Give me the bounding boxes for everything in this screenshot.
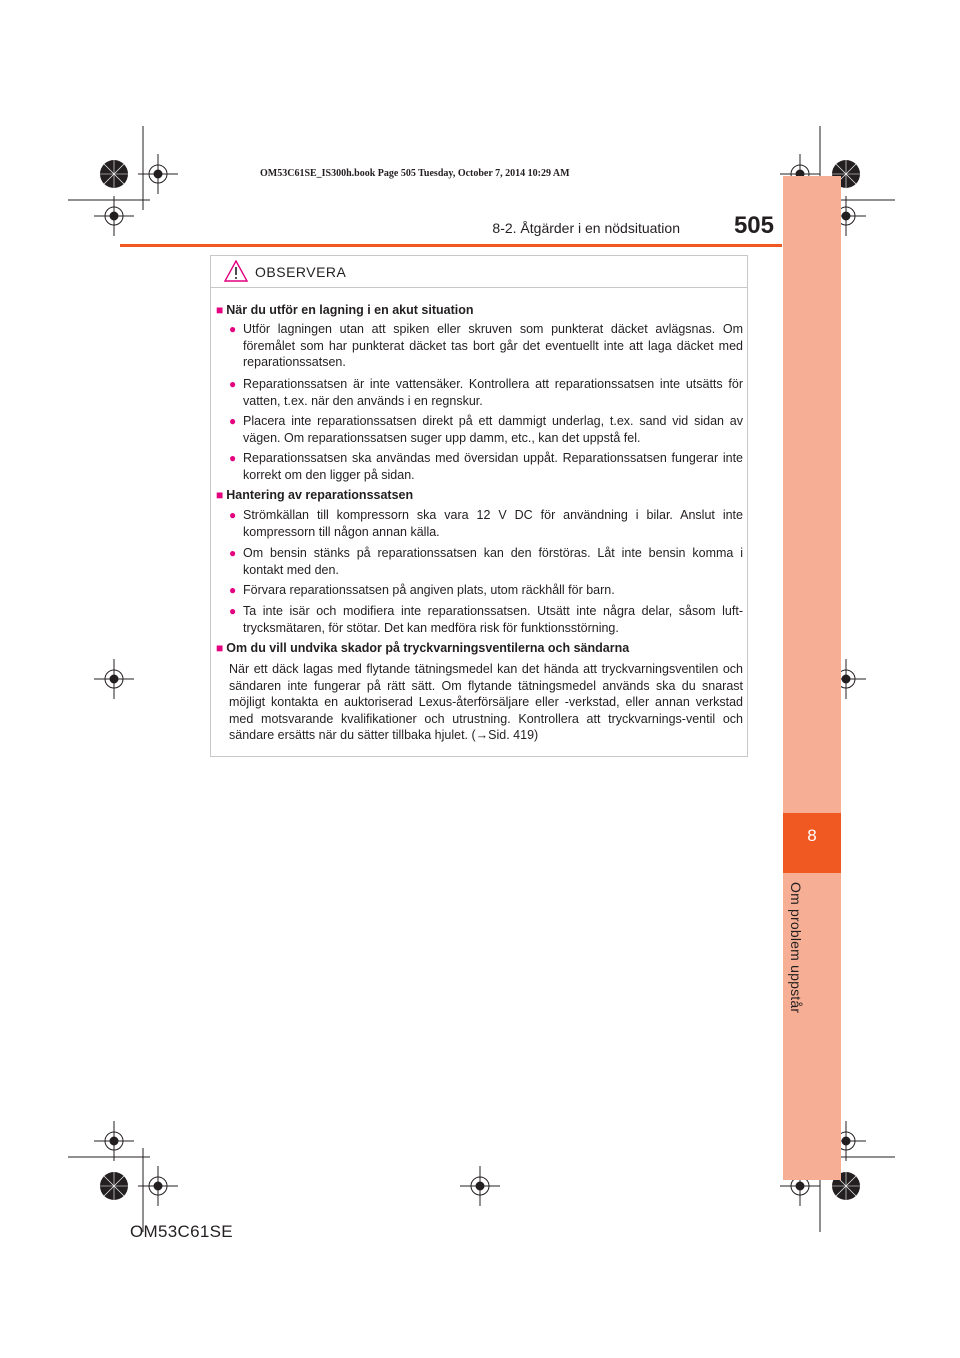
footer-manual-code: OM53C61SE xyxy=(130,1222,233,1241)
list-item: ● Placera inte reparationssatsen direkt på ett dammigt underlag, t.ex. sand vid sidan av vägen. Om reparationssatsen suger upp damm, etc., kan det uppstå fel. xyxy=(229,414,743,445)
bullet-icon: ● xyxy=(229,322,237,336)
square-bullet-icon: ■ xyxy=(216,641,224,655)
list-item: ● Reparationssatsen är inte vattensäker. Kontrollera att reparationssatsen inte utsätts för vatten, t.ex. när den används i en regnskur. xyxy=(229,377,743,408)
warning-triangle-icon xyxy=(224,260,248,282)
list-item: ● Ta inte isär och modifiera inte reparationssatsen. Utsätt inte några delar, såsom luft-trycksmätaren, för stötar. Det kan medföra risk för funktionsstörning. xyxy=(229,604,743,635)
bullet-icon: ● xyxy=(229,604,237,618)
square-bullet-icon: ■ xyxy=(216,303,224,317)
square-bullet-icon: ■ xyxy=(216,488,224,502)
list-item: ● Om bensin stänks på reparationssatsen kan den förstöras. Låt inte bensin komma i kontakt med den. xyxy=(229,546,743,577)
bullet-icon: ● xyxy=(229,377,237,391)
chapter-number: 8 xyxy=(807,826,817,845)
section-heading: ■ Om du vill undvika skador på tryckvarningsventilerna och sändarna xyxy=(216,641,630,655)
book-info-line: OM53C61SE_IS300h.book Page 505 Tuesday, October 7, 2014 10:29 AM xyxy=(260,168,570,179)
list-item: ● Förvara reparationssatsen på angiven plats, utom räckhåll för barn. xyxy=(229,583,615,597)
bullet-icon: ● xyxy=(229,451,237,465)
bullet-icon: ● xyxy=(229,414,237,428)
header-rule xyxy=(120,244,782,247)
bullet-icon: ● xyxy=(229,546,237,560)
page-number: 505 xyxy=(733,212,774,239)
bullet-icon: ● xyxy=(229,508,237,522)
list-item: ● Utför lagningen utan att spiken eller skruven som punkterat däcket avlägsnas. Om föremålet som har punkterat däcket tas bort går det eventuellt inte att laga däcket med reparationssatsen. xyxy=(229,322,743,369)
chapter-label: Om problem uppstår xyxy=(788,882,804,1014)
list-item: ● Strömkällan till kompressorn ska vara 12 V DC för användning i bilar. Anslut inte kompressorn till någon annan källa. xyxy=(229,508,743,539)
section-heading: ■ När du utför en lagning i en akut situation xyxy=(216,303,474,317)
bullet-icon: ● xyxy=(229,583,237,597)
list-item: ● Reparationssatsen ska användas med översidan uppåt. Reparationssatsen fungerar inte korrekt om den ligger på sidan. xyxy=(229,451,743,482)
section-title: 8-2. Åtgärder i en nödsituation xyxy=(492,220,680,236)
caution-title: OBSERVERA xyxy=(255,264,347,280)
section-paragraph: När ett däck lagas med flytande tätningsmedel kan det hända att tryckvarningsventilen och sändaren inte fungerar på rätt sätt. Om flytande tätningsmedel används ska du snarast möjligt kontakta en auktoriserad Lexus-återförsäljare eller -verkstad, eller annan verkstad med motsvarande kvalifikationer och utrustning. Kontrollera att tryckvarnings-ventil och sändare ersätts när du sätter tillbaka hjulet. (→Sid. 419) xyxy=(229,662,743,742)
section-heading: ■ Hantering av reparationssatsen xyxy=(216,488,414,502)
